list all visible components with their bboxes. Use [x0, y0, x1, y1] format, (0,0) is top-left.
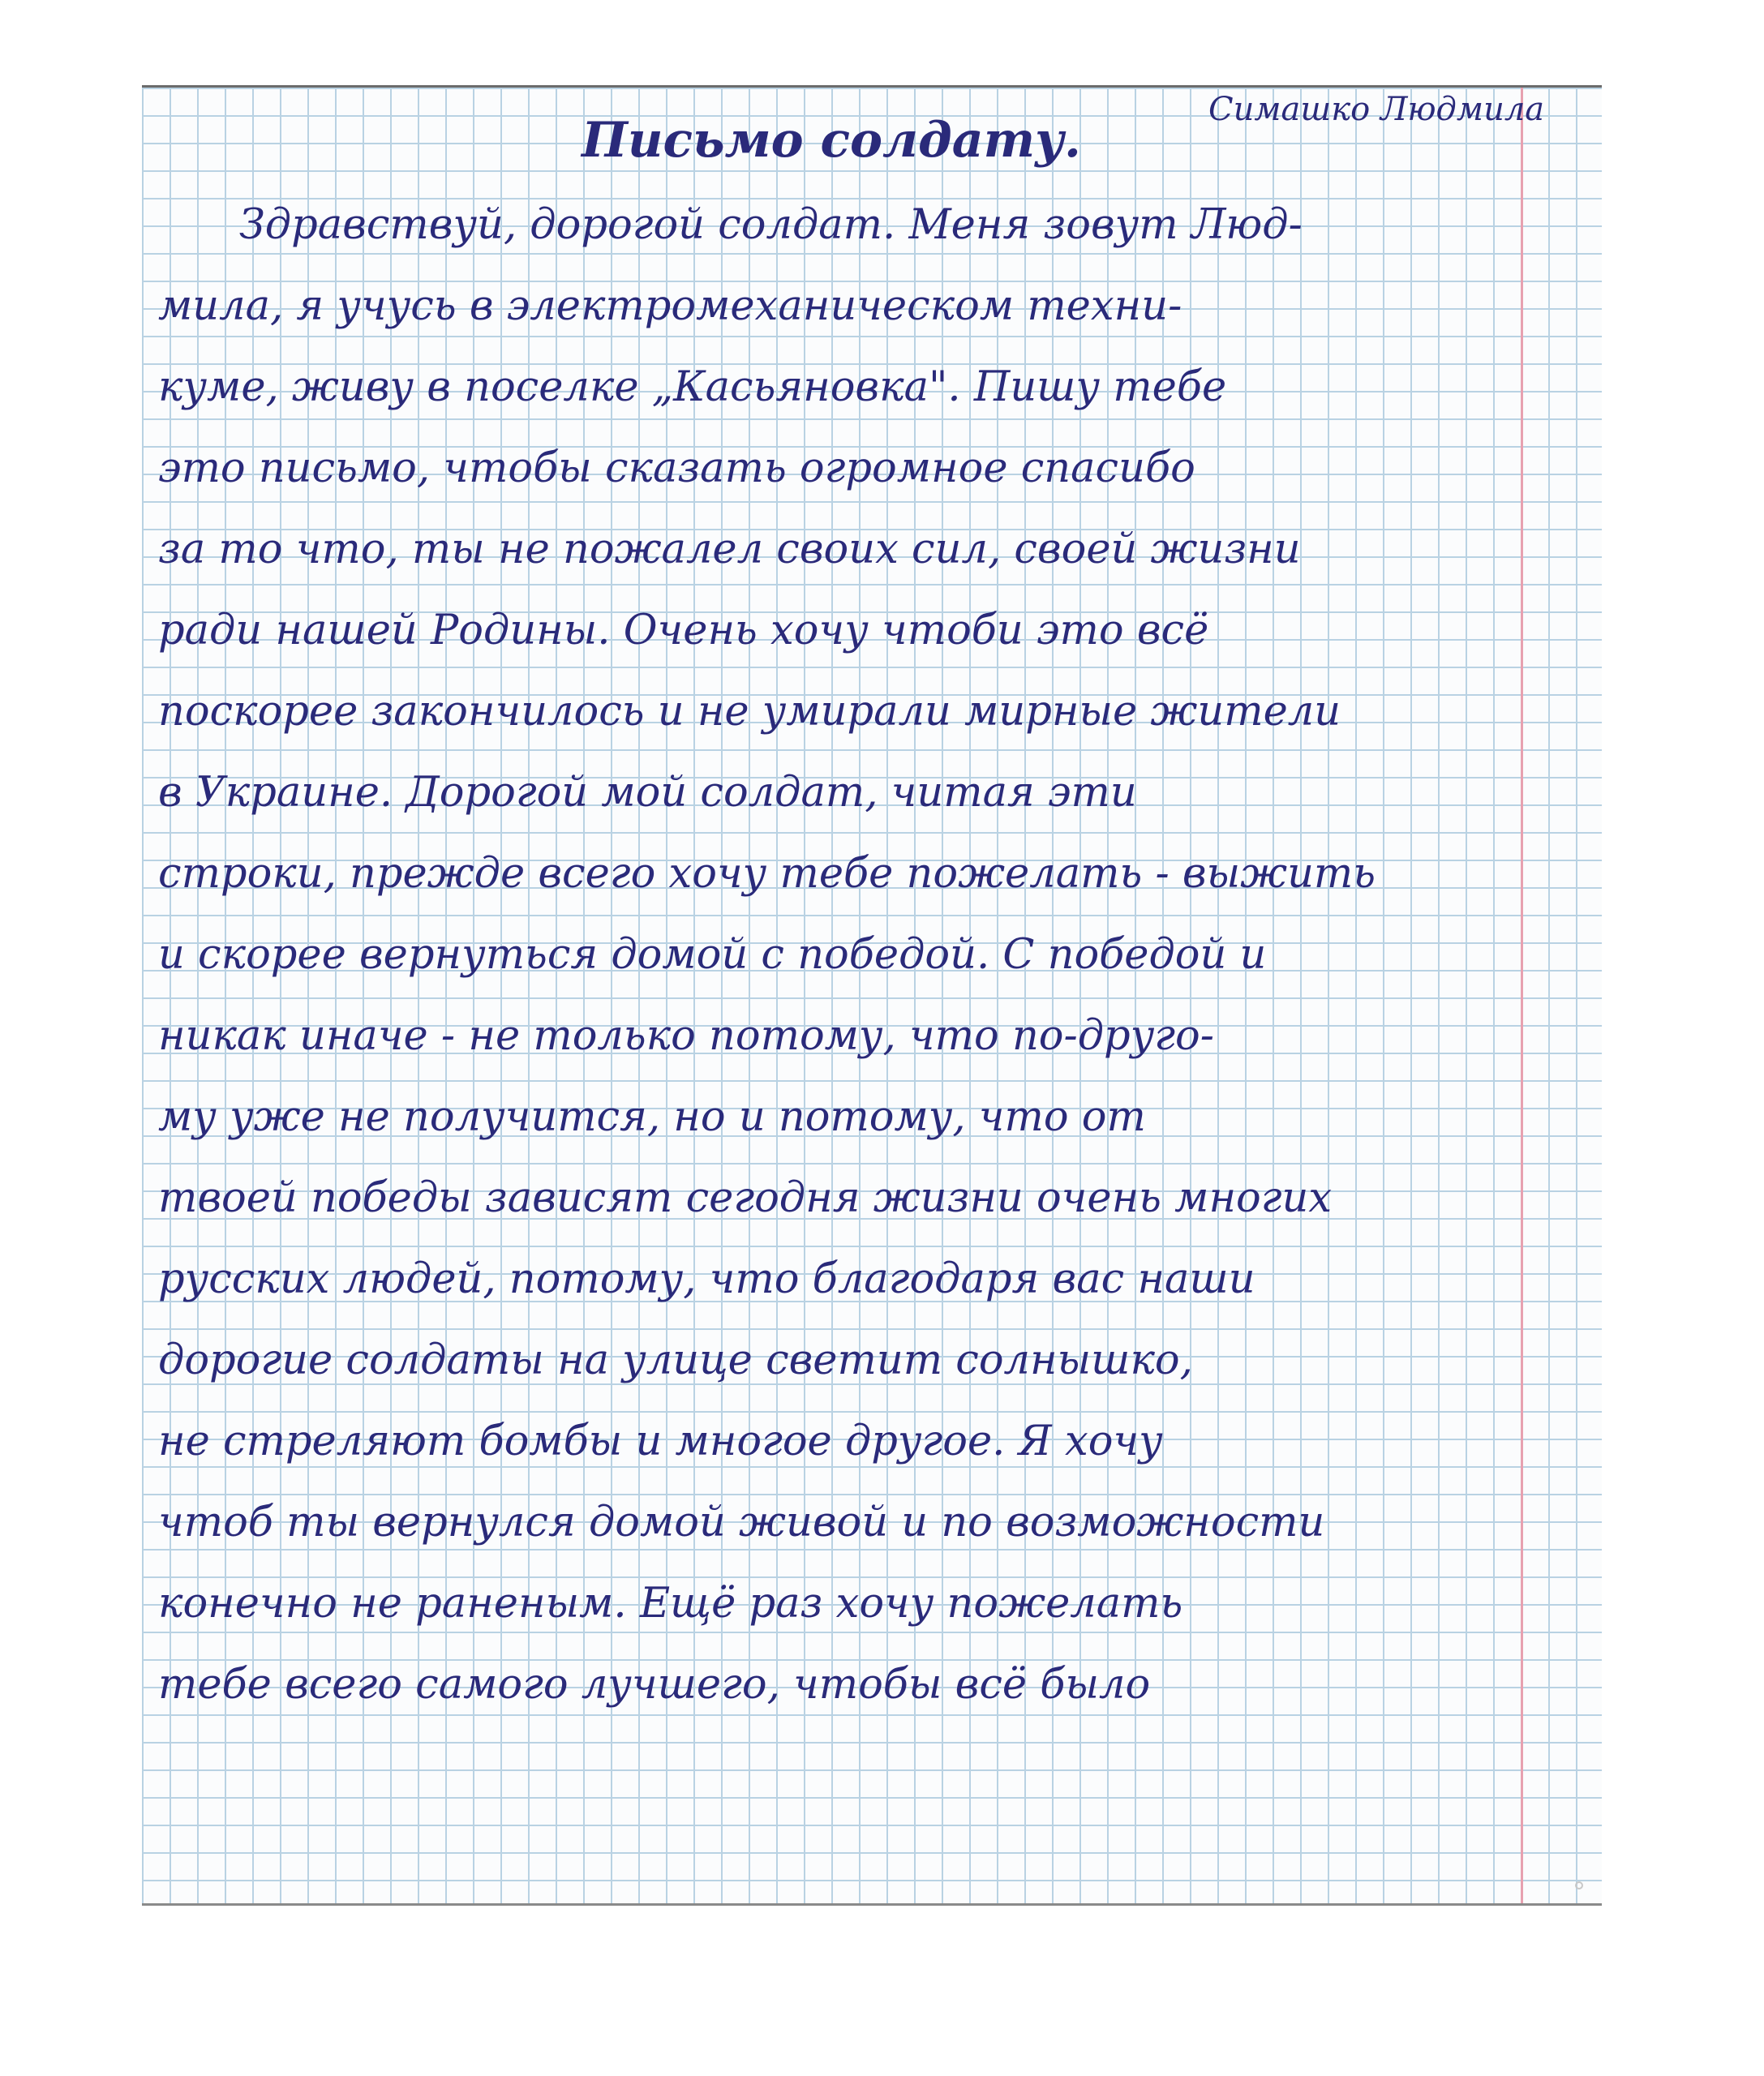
- margin-line: [1521, 88, 1523, 1903]
- letter-line: твоей победы зависят сегодня жизни очень многих: [158, 1174, 1333, 1222]
- letter-line: Здравствуй, дорогой солдат. Меня зовут Люд-: [239, 201, 1303, 249]
- letter-line: куме, живу в поселке „Касьяновка". Пишу тебе: [158, 363, 1227, 411]
- letter-line: никак иначе - не только потому, что по-друго-: [158, 1012, 1214, 1060]
- letter-line: тебе всего самого лучшего, чтобы всё было: [158, 1661, 1151, 1709]
- letter-line: конечно не раненым. Ещё раз хочу пожелать: [158, 1580, 1183, 1628]
- letter-title: Письмо солдату.: [582, 112, 1081, 169]
- letter-line: и скорее вернуться домой с победой. С победой и: [158, 931, 1267, 979]
- letter-line: ради нашей Родины. Очень хочу чтоби это всё: [158, 607, 1209, 654]
- notebook-page: [142, 85, 1602, 1906]
- paper-mark: [1575, 1881, 1583, 1889]
- letter-line: му уже не получится, но и потому, что от: [158, 1093, 1146, 1141]
- letter-line: за то что, ты не пожалел своих сил, своей жизни: [158, 525, 1301, 573]
- letter-line: строки, прежде всего хочу тебе пожелать - выжить: [158, 850, 1376, 898]
- letter-line: русских людей, потому, что благодаря вас наши: [158, 1255, 1255, 1303]
- letter-line: в Украине. Дорогой мой солдат, читая эти: [158, 769, 1137, 817]
- letter-line: дорогие солдаты на улице светит солнышко,: [158, 1336, 1193, 1384]
- letter-line: поскорее закончилось и не умирали мирные жители: [158, 688, 1341, 736]
- letter-line: не стреляют бомбы и многое другое. Я хочу: [158, 1418, 1163, 1465]
- letter-line: чтоб ты вернулся домой живой и по возможности: [158, 1499, 1325, 1546]
- letter-line: мила, я учусь в электромеханическом техни-: [158, 282, 1182, 330]
- letter-body: [158, 185, 1513, 1726]
- letter-line: это письмо, чтобы сказать огромное спасибо: [158, 444, 1195, 492]
- author-name: Симашко Людмила: [1208, 91, 1545, 128]
